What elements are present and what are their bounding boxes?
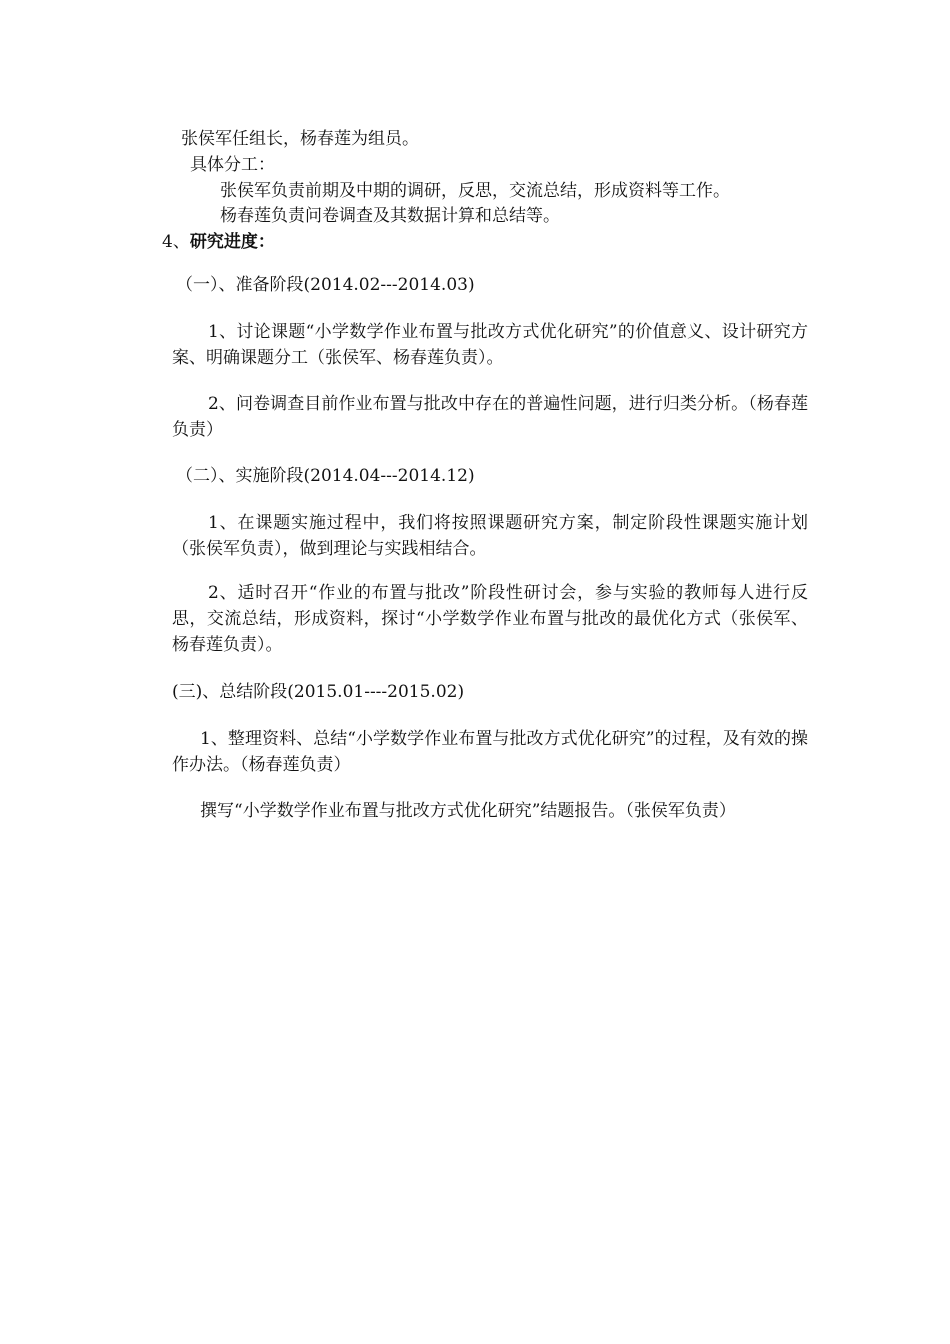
- stage-title-prep: （一）、准备阶段(2014.02---2014.03): [176, 275, 475, 295]
- section-number: 4、: [162, 232, 190, 252]
- stage-title-summary: (三)、总结阶段(2015.01----2015.02): [172, 682, 465, 702]
- stage-impl-item-1: 1、在课题实施过程中，我们将按照课题研究方案，制定阶段性课题实施计划（张侯军负责），做到理论与实践相结合。: [172, 513, 808, 559]
- section-heading-progress: [162, 229, 275, 255]
- stage-prep-item-2: 2、问卷调查目前作业布置与批改中存在的普遍性问题，进行归类分析。（杨春莲负责）: [172, 394, 808, 440]
- stage-impl-item-2: 2、适时召开“作业的布置与批改”阶段性研讨会，参与实验的教师每人进行反思，交流总结，形成资料，探讨“小学数学作业布置与批改的最优化方式（张侯军、杨春莲负责）。: [172, 583, 808, 655]
- team-members-line: 张侯军任组长，杨春莲为组员。: [181, 129, 419, 149]
- section-title: 研究进度：: [189, 232, 275, 252]
- duty-zhang: 张侯军负责前期及中期的调研，反思，交流总结，形成资料等工作。: [220, 181, 730, 201]
- division-label: 具体分工：: [190, 155, 275, 175]
- duty-yang: 杨春莲负责问卷调查及其数据计算和总结等。: [220, 206, 560, 226]
- stage-title-impl: （二）、实施阶段(2014.04---2014.12): [176, 466, 475, 486]
- stage-prep-item-1: 1、讨论课题“小学数学作业布置与批改方式优化研究”的价值意义、设计研究方案、明确课题分工（张侯军、杨春莲负责）。: [172, 322, 808, 368]
- stage-summary-item-2: 撰写“小学数学作业布置与批改方式优化研究”结题报告。（张侯军负责）: [200, 801, 736, 821]
- stage-summary-item-1: 1、整理资料、总结“小学数学作业布置与批改方式优化研究”的过程，及有效的操作办法。（杨春莲负责）: [172, 729, 808, 775]
